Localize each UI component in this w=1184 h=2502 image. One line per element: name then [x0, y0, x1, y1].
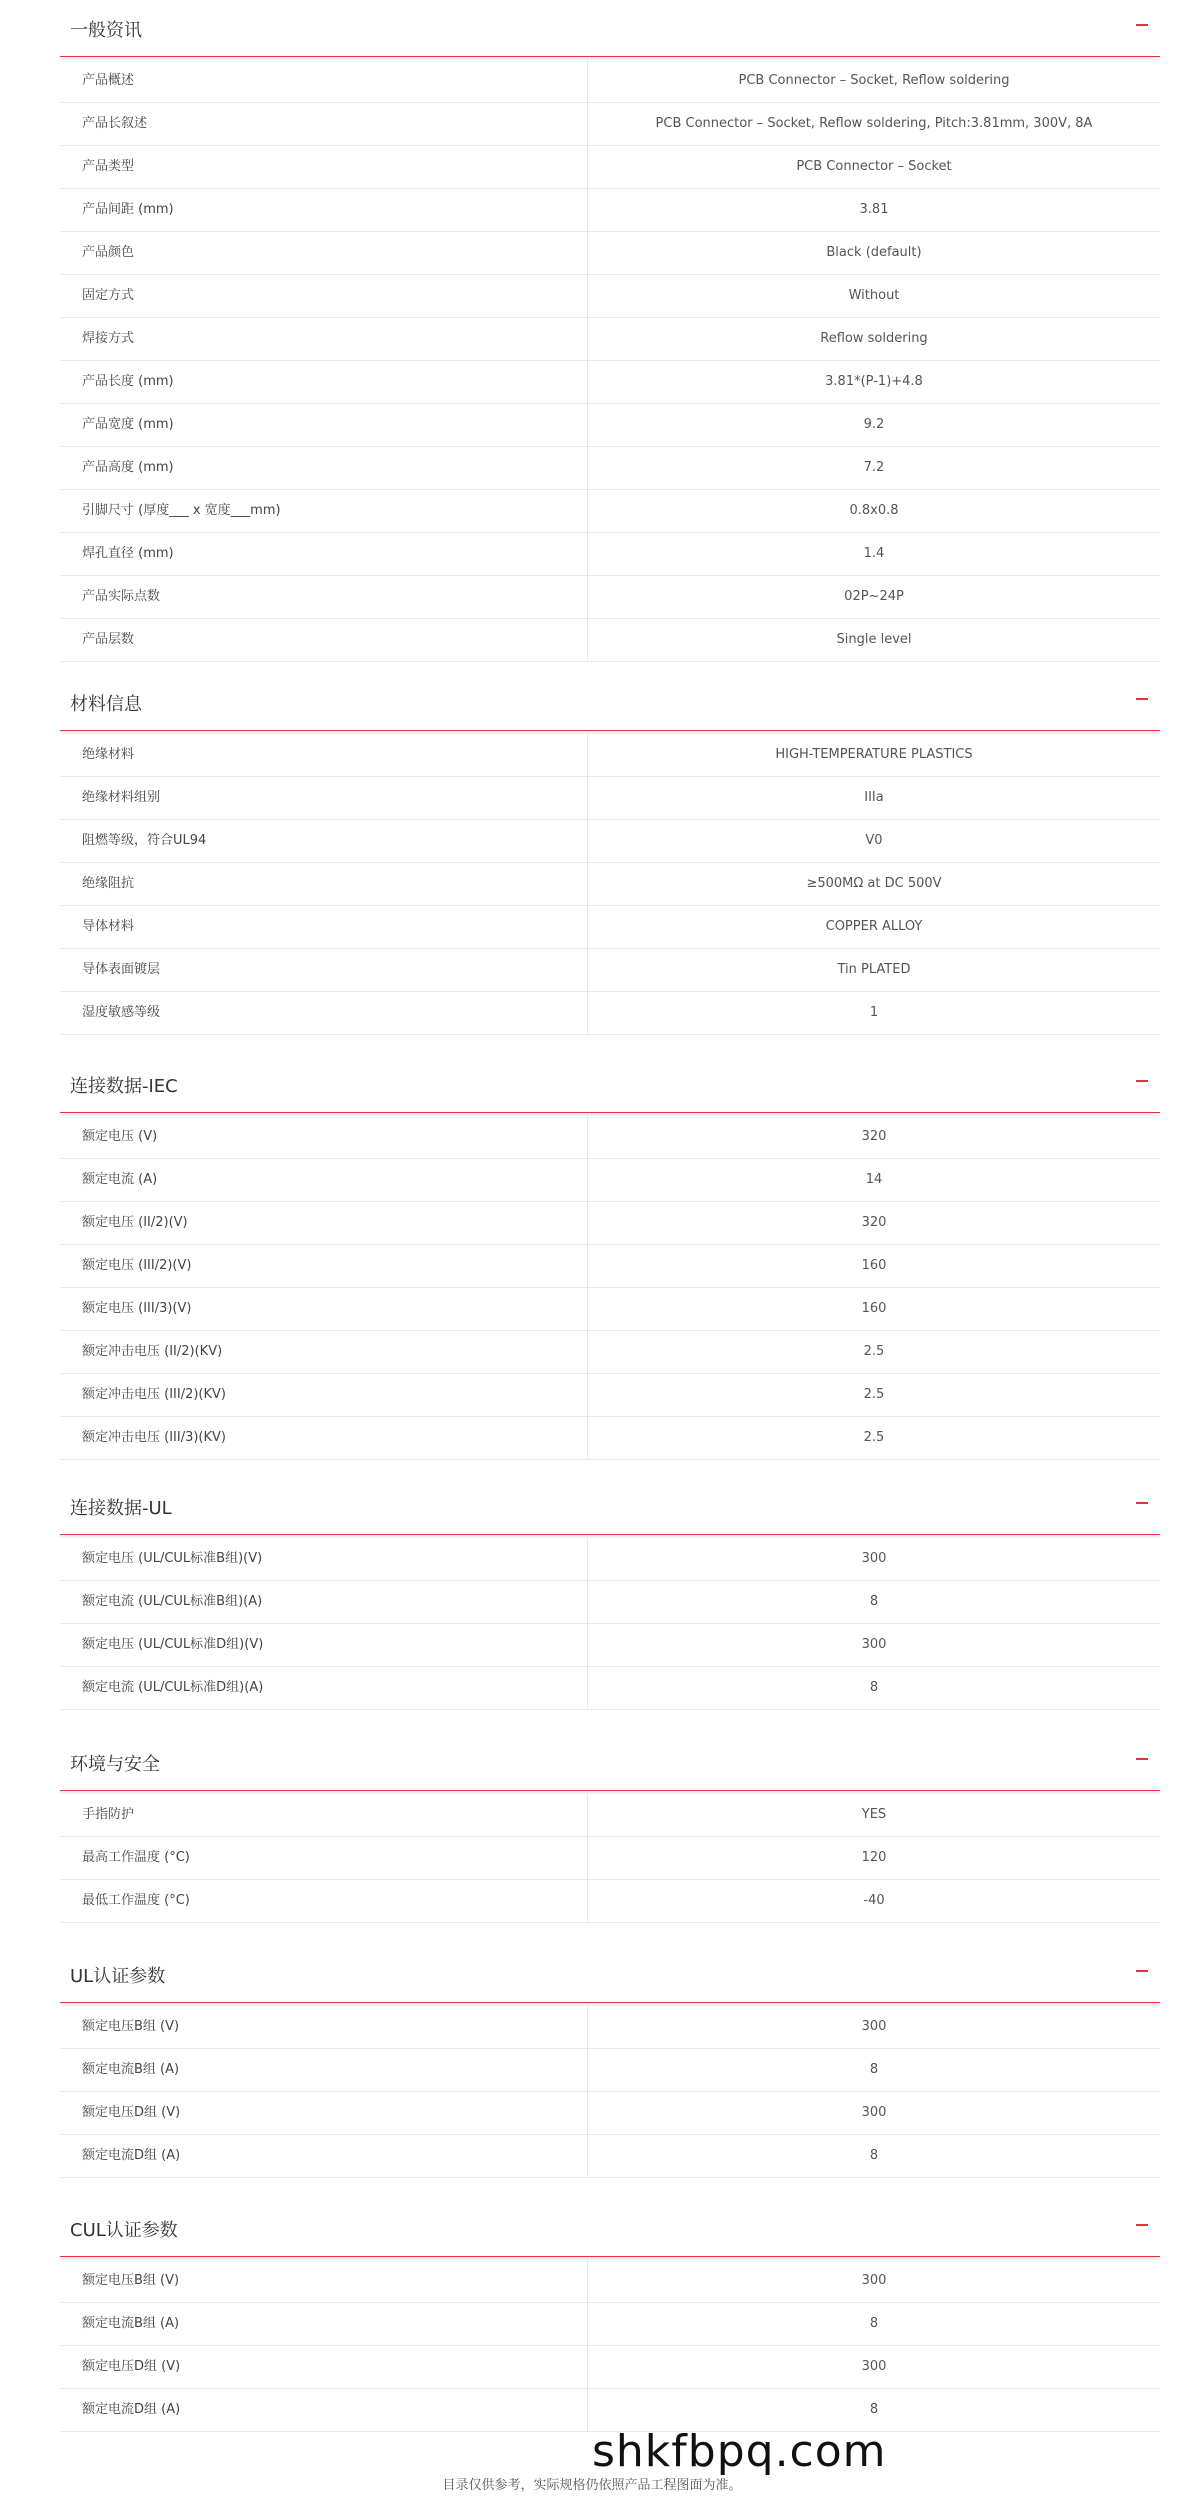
property-name: 额定电流 (UL/CUL标准B组)(A) — [60, 1581, 588, 1623]
property-value: PCB Connector – Socket, Reflow soldering — [738, 73, 1010, 88]
property-value: ≥500MΩ at DC 500V — [806, 876, 942, 891]
table-row — [60, 1374, 1160, 1417]
property-name: 额定电压 (II/2)(V) — [60, 1202, 588, 1244]
property-name: 绝缘材料 — [60, 734, 588, 776]
property-name: 额定电流 (A) — [60, 1159, 588, 1201]
property-name: 额定电流B组 (A) — [60, 2049, 588, 2091]
table-row — [60, 863, 1160, 906]
property-value: 300 — [861, 2019, 887, 2034]
property-name: 产品颜色 — [60, 232, 588, 274]
section-title: CUL认证参数 — [70, 2220, 178, 2241]
property-value: 2.5 — [863, 1344, 885, 1359]
property-value: 8 — [869, 1594, 879, 1609]
table-row — [60, 232, 1160, 275]
table-row — [60, 533, 1160, 576]
section-header — [60, 2200, 1160, 2257]
minus-icon — [1136, 1502, 1148, 1504]
property-value: 0.8x0.8 — [849, 503, 899, 518]
section-title: 一般资讯 — [70, 20, 142, 41]
section-title: 连接数据-UL — [70, 1498, 172, 1519]
table-row — [60, 2092, 1160, 2135]
collapse-toggle-button[interactable] — [1128, 1070, 1156, 1094]
property-value: 160 — [861, 1301, 887, 1316]
property-name: 额定电压 (UL/CUL标准D组)(V) — [60, 1624, 588, 1666]
property-value: 8 — [869, 2402, 879, 2417]
property-name: 焊孔直径 (mm) — [60, 533, 588, 575]
property-value: 3.81*(P-1)+4.8 — [825, 374, 923, 389]
table-row — [60, 2303, 1160, 2346]
table-row — [60, 146, 1160, 189]
table-row — [60, 1667, 1160, 1710]
property-value: 7.2 — [863, 460, 885, 475]
property-value: 2.5 — [863, 1430, 885, 1445]
minus-icon — [1136, 24, 1148, 26]
property-name: 手指防护 — [60, 1794, 588, 1836]
table-row — [60, 1538, 1160, 1581]
property-name: 额定冲击电压 (II/2)(KV) — [60, 1331, 588, 1373]
section-header — [60, 0, 1160, 57]
table-row — [60, 619, 1160, 662]
spec-section — [60, 674, 1160, 1035]
property-name: 额定电压 (UL/CUL标准B组)(V) — [60, 1538, 588, 1580]
property-name: 额定电压D组 (V) — [60, 2092, 588, 2134]
table-row — [60, 447, 1160, 490]
property-value: YES — [861, 1807, 887, 1822]
watermark: shkfbpq.com — [592, 2426, 887, 2477]
property-value: PCB Connector – Socket, Reflow soldering, Pitch:3.81mm, 300V, 8A — [655, 116, 1093, 131]
property-value: 160 — [861, 1258, 887, 1273]
table-row — [60, 361, 1160, 404]
table-row — [60, 275, 1160, 318]
property-value: 320 — [861, 1215, 887, 1230]
section-header — [60, 1056, 1160, 1113]
collapse-toggle-button[interactable] — [1128, 1960, 1156, 1984]
property-name: 最高工作温度 (°C) — [60, 1837, 588, 1879]
property-name: 产品层数 — [60, 619, 588, 661]
minus-icon — [1136, 1970, 1148, 1972]
property-name: 产品类型 — [60, 146, 588, 188]
minus-icon — [1136, 2224, 1148, 2226]
property-name: 额定电流D组 (A) — [60, 2135, 588, 2177]
table-row — [60, 2260, 1160, 2303]
property-name: 焊接方式 — [60, 318, 588, 360]
property-value: 2.5 — [863, 1387, 885, 1402]
property-name: 绝缘材料组别 — [60, 777, 588, 819]
property-name: 导体材料 — [60, 906, 588, 948]
minus-icon — [1136, 698, 1148, 700]
section-header — [60, 1946, 1160, 2003]
property-value: 300 — [861, 1551, 887, 1566]
collapse-toggle-button[interactable] — [1128, 14, 1156, 38]
table-row — [60, 734, 1160, 777]
minus-icon — [1136, 1080, 1148, 1082]
property-name: 额定电压D组 (V) — [60, 2346, 588, 2388]
property-value: IIIa — [864, 790, 884, 805]
property-name: 额定电压B组 (V) — [60, 2260, 588, 2302]
table-row — [60, 1288, 1160, 1331]
property-name: 产品实际点数 — [60, 576, 588, 618]
table-row — [60, 2135, 1160, 2178]
property-name: 产品长叙述 — [60, 103, 588, 145]
property-name: 产品高度 (mm) — [60, 447, 588, 489]
section-title: 环境与安全 — [70, 1754, 160, 1775]
property-name: 额定电流B组 (A) — [60, 2303, 588, 2345]
section-header — [60, 674, 1160, 731]
property-value: 300 — [861, 1637, 887, 1652]
minus-icon — [1136, 1758, 1148, 1760]
property-name: 额定电压 (V) — [60, 1116, 588, 1158]
property-name: 绝缘阻抗 — [60, 863, 588, 905]
table-row — [60, 2346, 1160, 2389]
property-value: 8 — [869, 2062, 879, 2077]
property-name: 最低工作温度 (°C) — [60, 1880, 588, 1922]
table-row — [60, 820, 1160, 863]
spec-section — [60, 1734, 1160, 1923]
property-name: 额定电压 (III/2)(V) — [60, 1245, 588, 1287]
table-row — [60, 318, 1160, 361]
property-value: 300 — [861, 2359, 887, 2374]
collapse-toggle-button[interactable] — [1128, 2214, 1156, 2238]
table-row — [60, 1331, 1160, 1374]
property-value: PCB Connector – Socket — [796, 159, 952, 174]
property-name: 产品长度 (mm) — [60, 361, 588, 403]
property-value: 14 — [865, 1172, 883, 1187]
property-value: 3.81 — [859, 202, 889, 217]
property-value: 1 — [869, 1005, 879, 1020]
table-row — [60, 1837, 1160, 1880]
property-value: COPPER ALLOY — [825, 919, 923, 934]
table-row — [60, 777, 1160, 820]
property-name: 额定电流D组 (A) — [60, 2389, 588, 2431]
table-row — [60, 1624, 1160, 1667]
property-name: 阻燃等级，符合UL94 — [60, 820, 588, 862]
property-value: 8 — [869, 2316, 879, 2331]
section-title: UL认证参数 — [70, 1966, 166, 1987]
spec-section — [60, 1946, 1160, 2178]
property-name: 产品概述 — [60, 60, 588, 102]
table-row — [60, 1794, 1160, 1837]
table-row — [60, 60, 1160, 103]
collapse-toggle-button[interactable] — [1128, 1748, 1156, 1772]
property-name: 额定冲击电压 (III/3)(KV) — [60, 1417, 588, 1459]
table-row — [60, 992, 1160, 1035]
table-row — [60, 1202, 1160, 1245]
table-row — [60, 189, 1160, 232]
property-name: 产品宽度 (mm) — [60, 404, 588, 446]
property-value: Reflow soldering — [820, 331, 928, 346]
property-value: 8 — [869, 1680, 879, 1695]
property-value: 9.2 — [863, 417, 885, 432]
table-row — [60, 1417, 1160, 1460]
property-value: 8 — [869, 2148, 879, 2163]
property-value: 320 — [861, 1129, 887, 1144]
property-name: 导体表面镀层 — [60, 949, 588, 991]
property-name: 额定电流 (UL/CUL标准D组)(A) — [60, 1667, 588, 1709]
property-value: 1.4 — [863, 546, 885, 561]
table-row — [60, 1880, 1160, 1923]
spec-section — [60, 0, 1160, 662]
table-row — [60, 576, 1160, 619]
property-value: Tin PLATED — [837, 962, 911, 977]
table-row — [60, 1116, 1160, 1159]
collapse-toggle-button[interactable] — [1128, 688, 1156, 712]
property-name: 引脚尺寸 (厚度___ x 宽度___mm) — [60, 490, 588, 532]
property-value: 120 — [861, 1850, 887, 1865]
section-title: 连接数据-IEC — [70, 1076, 178, 1097]
table-row — [60, 1245, 1160, 1288]
table-row — [60, 404, 1160, 447]
table-row — [60, 490, 1160, 533]
section-header — [60, 1478, 1160, 1535]
property-value: Without — [848, 288, 900, 303]
property-value: Black (default) — [826, 245, 922, 260]
property-name: 产品间距 (mm) — [60, 189, 588, 231]
property-value: 02P~24P — [844, 589, 904, 604]
table-row — [60, 1159, 1160, 1202]
table-row — [60, 1581, 1160, 1624]
table-row — [60, 2006, 1160, 2049]
table-row — [60, 103, 1160, 146]
property-value: 300 — [861, 2105, 887, 2120]
property-value: HIGH-TEMPERATURE PLASTICS — [775, 747, 973, 762]
section-title: 材料信息 — [70, 694, 142, 715]
property-value: 300 — [861, 2273, 887, 2288]
property-value: -40 — [863, 1893, 885, 1908]
collapse-toggle-button[interactable] — [1128, 1492, 1156, 1516]
property-value: Single level — [836, 632, 912, 647]
spec-section — [60, 1478, 1160, 1710]
table-row — [60, 949, 1160, 992]
property-value: V0 — [865, 833, 883, 848]
spec-section — [60, 2200, 1160, 2432]
table-row — [60, 2049, 1160, 2092]
table-row — [60, 906, 1160, 949]
property-name: 湿度敏感等级 — [60, 992, 588, 1034]
footer-note: 目录仅供参考，实际规格仍依照产品工程图面为准。 — [442, 2478, 742, 2493]
property-name: 额定电压B组 (V) — [60, 2006, 588, 2048]
property-name: 额定电压 (III/3)(V) — [60, 1288, 588, 1330]
property-name: 额定冲击电压 (III/2)(KV) — [60, 1374, 588, 1416]
property-name: 固定方式 — [60, 275, 588, 317]
section-header — [60, 1734, 1160, 1791]
spec-section — [60, 1056, 1160, 1460]
